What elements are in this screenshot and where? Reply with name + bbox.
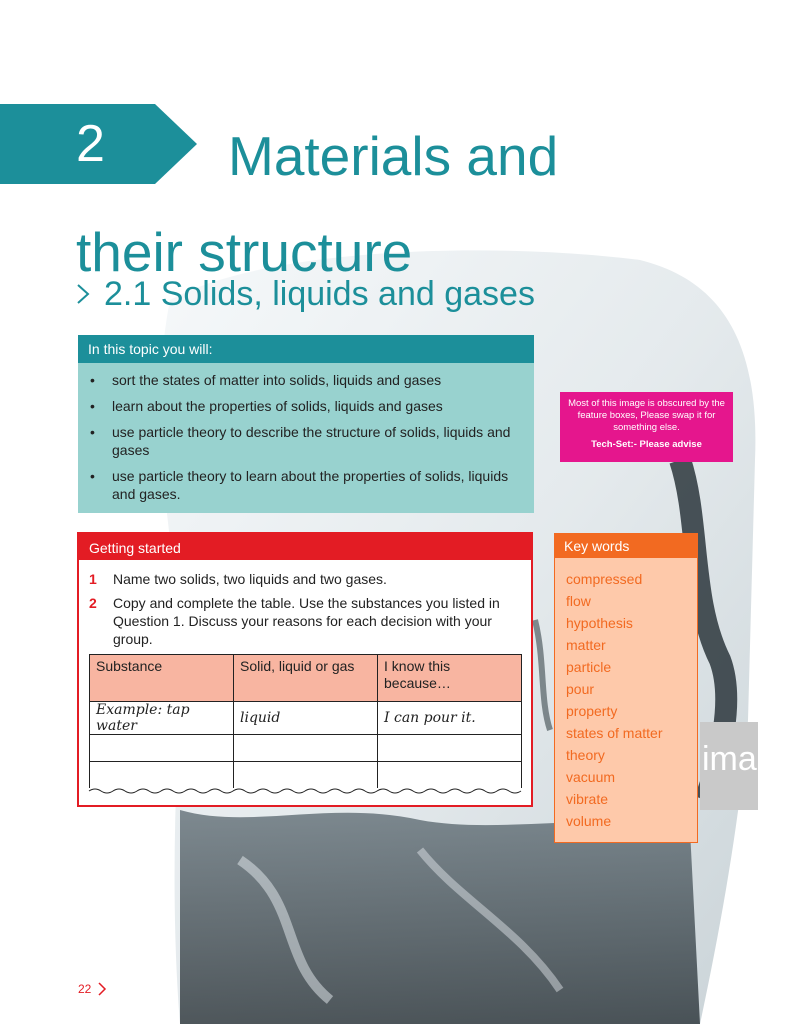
table-cell [378, 762, 522, 789]
section-title [76, 272, 535, 316]
table-header-row [90, 655, 522, 702]
table-cell [90, 735, 234, 762]
topic-box-header: In this topic you will: [78, 335, 534, 363]
list-item: • use particle theory to describe the structure of solids, liquids and gases [90, 423, 516, 459]
list-item: • use particle theory to learn about the properties of solids, liquids and gases. [90, 467, 516, 503]
table-cell: I can pour it. [378, 702, 522, 735]
table-cell [90, 762, 234, 789]
column-header-reason: I know this because… [378, 655, 522, 702]
key-word: states of matter [566, 725, 663, 741]
table-cell [234, 735, 378, 762]
getting-started-body [79, 560, 531, 795]
key-word: volume [566, 813, 612, 829]
column-header-substance: Substance [90, 655, 234, 702]
key-word: vibrate [566, 791, 609, 807]
section-title-text: 2.1 Solids, liquids and gases [104, 275, 535, 313]
question-text: Copy and complete the table. Use the substances you listed in Question 1. Discuss your reasons for each decision with your group. [113, 595, 500, 647]
table-cell [378, 735, 522, 762]
page-number-text: 22 [78, 982, 92, 996]
question-number: 1 [89, 571, 97, 587]
getting-started-header: Getting started [79, 534, 531, 560]
question-1 [89, 570, 521, 588]
question-number: 2 [89, 595, 97, 611]
chapter-number: 2 [76, 115, 105, 173]
table-row [90, 762, 522, 789]
key-words-box [554, 533, 698, 843]
key-word: compressed [566, 571, 643, 587]
image-placeholder-tag: image [700, 722, 758, 810]
chevron-right-icon [76, 283, 90, 305]
objectives-list [90, 371, 516, 503]
topic-box-body [78, 363, 534, 513]
key-word: hypothesis [566, 615, 633, 631]
question-2 [89, 594, 521, 648]
page-number [78, 982, 107, 996]
table-torn-edge [89, 787, 521, 795]
table-row [90, 702, 522, 735]
production-note [560, 392, 733, 462]
key-word: matter [566, 637, 606, 653]
topic-objectives-box [78, 335, 534, 513]
question-text: Name two solids, two liquids and two gases. [113, 571, 387, 587]
key-words-list [555, 558, 697, 832]
production-note-emphasis: Tech-Set:- Please advise [591, 439, 702, 450]
key-word: pour [566, 681, 595, 697]
list-item: • sort the states of matter into solids, liquids and gases [90, 371, 516, 389]
table-cell: Example: tap water [90, 702, 234, 735]
key-word: flow [566, 593, 591, 609]
key-word: theory [566, 747, 605, 763]
key-word: vacuum [566, 769, 616, 785]
chevron-right-icon [97, 982, 107, 996]
column-header-state: Solid, liquid or gas [234, 655, 378, 702]
key-word: property [566, 703, 618, 719]
states-of-matter-table [89, 654, 522, 788]
table-cell [234, 762, 378, 789]
key-words-header: Key words [554, 533, 698, 558]
getting-started-box [77, 532, 533, 807]
chapter-title: Materials and their structure [76, 125, 559, 283]
list-item: • learn about the properties of solids, liquids and gases [90, 397, 516, 415]
key-word: particle [566, 659, 612, 675]
production-note-text: Most of this image is obscured by the feature boxes, Please swap it for something else. [568, 398, 725, 433]
table-cell: liquid [234, 702, 378, 735]
table-row [90, 735, 522, 762]
